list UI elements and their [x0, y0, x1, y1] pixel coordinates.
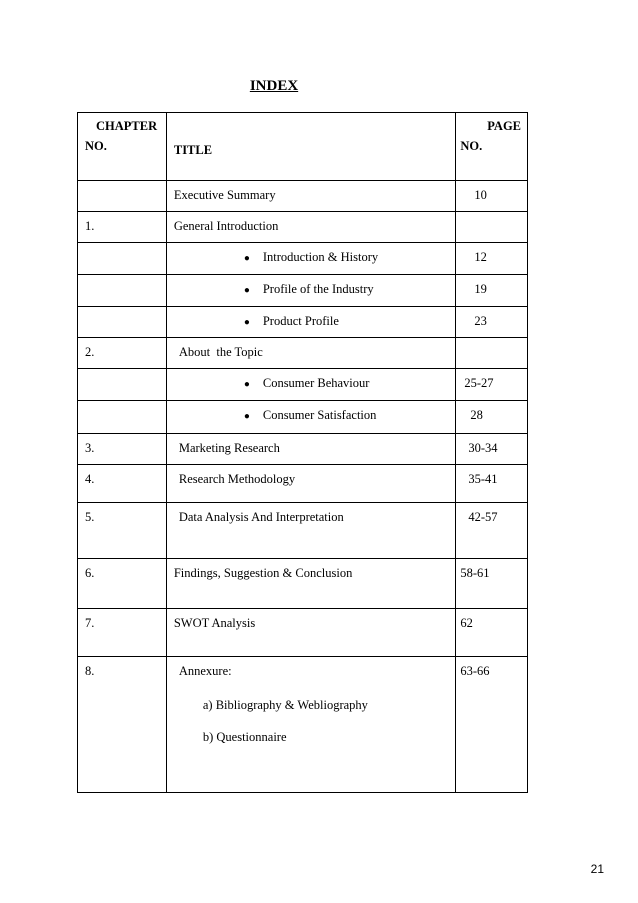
chapter-number: [78, 369, 166, 376]
chapter-cell: [78, 503, 167, 559]
page-number-range: 23: [474, 314, 487, 328]
section-item: [167, 657, 456, 679]
bullet-icon: ●: [243, 317, 250, 328]
chapter-cell: [78, 369, 167, 401]
title-cell: [166, 338, 456, 369]
chapter-cell: [78, 434, 167, 465]
header-title: [166, 113, 456, 181]
bulleted-item: [167, 401, 456, 423]
section-item: [167, 465, 456, 487]
chapter-cell: [78, 275, 167, 307]
page-number-range: 42-57: [468, 510, 498, 524]
page-cell: [456, 181, 528, 212]
header-chapter-line1: CHAPTER: [96, 119, 158, 133]
table-header-row: [78, 113, 528, 181]
section-item: [167, 434, 456, 456]
chapter-number: [78, 243, 166, 250]
bullet-icon: ●: [243, 379, 250, 390]
table-row: [78, 212, 528, 243]
title-cell: [166, 307, 456, 338]
bulleted-item: [167, 243, 456, 265]
page-cell: [456, 609, 528, 657]
title-cell: [166, 434, 456, 465]
page-number-range: 35-41: [468, 472, 498, 486]
row-title: SWOT Analysis: [173, 616, 256, 630]
chapter-cell: [78, 212, 167, 243]
chapter-cell: [78, 338, 167, 369]
section-item: [167, 212, 456, 234]
bulleted-item: [167, 275, 456, 297]
title-cell: [166, 609, 456, 657]
page-cell: [456, 559, 528, 609]
title-cell: [166, 369, 456, 401]
chapter-cell: [78, 609, 167, 657]
chapter-number: 1.: [85, 219, 95, 233]
bullet-icon: ●: [243, 253, 250, 264]
page-cell: [456, 434, 528, 465]
title-cell: [166, 212, 456, 243]
title-cell: [166, 181, 456, 212]
section-item: [167, 338, 456, 360]
page-cell: [456, 503, 528, 559]
row-title: Consumer Satisfaction: [262, 408, 377, 422]
chapter-number: 5.: [85, 510, 95, 524]
table-row: [78, 243, 528, 275]
page-title: INDEX: [249, 78, 299, 94]
row-title: Marketing Research: [178, 441, 280, 455]
page-cell: [456, 465, 528, 503]
chapter-number: 8.: [85, 664, 95, 678]
bullet-icon: ●: [243, 411, 250, 422]
index-table: [77, 112, 528, 793]
bullet-icon: ●: [243, 285, 250, 296]
table-row: [78, 657, 528, 793]
table-row: [78, 181, 528, 212]
row-title: About the Topic: [178, 345, 263, 359]
chapter-number: 4.: [85, 472, 95, 486]
table-row: [78, 275, 528, 307]
title-cell: [166, 275, 456, 307]
table-row: [78, 307, 528, 338]
row-title: Product Profile: [262, 314, 339, 328]
chapter-number: [78, 307, 166, 314]
chapter-cell: [78, 559, 167, 609]
row-title: Findings, Suggestion & Conclusion: [173, 566, 353, 580]
page-number-range: 28: [470, 408, 483, 422]
table-row: [78, 465, 528, 503]
header-page: [456, 113, 528, 181]
page-number-range: [456, 338, 527, 345]
page-cell: [456, 338, 528, 369]
chapter-cell: [78, 181, 167, 212]
page-number-range: 19: [474, 282, 487, 296]
page-cell: [456, 212, 528, 243]
page-number-range: 62: [460, 616, 473, 630]
chapter-cell: [78, 307, 167, 338]
row-title: Consumer Behaviour: [262, 376, 370, 390]
row-title: General Introduction: [173, 219, 279, 233]
header-chapter: [78, 113, 167, 181]
table-row: [78, 503, 528, 559]
bulleted-item: [167, 307, 456, 329]
page-number-range: 30-34: [468, 441, 498, 455]
table-body: [78, 181, 528, 793]
title-cell: [166, 559, 456, 609]
header-title-text: TITLE: [173, 143, 213, 157]
row-title: Research Methodology: [178, 472, 296, 486]
title-cell: [166, 465, 456, 503]
table-row: [78, 401, 528, 434]
table-row: [78, 338, 528, 369]
row-title: Executive Summary: [173, 188, 276, 202]
header-page-line1: PAGE: [487, 119, 521, 133]
row-title: Profile of the Industry: [262, 282, 374, 296]
section-item: [167, 503, 456, 525]
table-row: [78, 559, 528, 609]
table-row: [78, 369, 528, 401]
page-number-range: 58-61: [460, 566, 490, 580]
chapter-number: [78, 275, 166, 282]
chapter-number: 2.: [85, 345, 95, 359]
annexure-subitem: b) Questionnaire: [202, 730, 287, 744]
bulleted-item: [167, 369, 456, 391]
title-cell: [166, 401, 456, 434]
chapter-cell: [78, 657, 167, 793]
row-title: Introduction & History: [262, 250, 379, 264]
table-row: [78, 434, 528, 465]
page-cell: [456, 657, 528, 793]
chapter-number: 6.: [85, 566, 95, 580]
chapter-cell: [78, 465, 167, 503]
chapter-number: 7.: [85, 616, 95, 630]
page-cell: [456, 307, 528, 338]
page-cell: [456, 243, 528, 275]
chapter-number: [78, 181, 166, 188]
title-cell: [166, 657, 456, 793]
page-cell: [456, 369, 528, 401]
page-cell: [456, 401, 528, 434]
title-cell: [166, 503, 456, 559]
section-item: [167, 181, 456, 203]
page-number-range: [456, 212, 527, 219]
chapter-cell: [78, 243, 167, 275]
header-page-line2: NO.: [460, 139, 483, 153]
annexure-subitem: a) Bibliography & Webliography: [202, 698, 368, 712]
row-title: Annexure:: [178, 664, 232, 678]
header-chapter-line2: NO.: [85, 139, 107, 153]
chapter-cell: [78, 401, 167, 434]
page-number-range: 25-27: [464, 376, 494, 390]
row-title: Data Analysis And Interpretation: [178, 510, 344, 524]
page-number-range: 63-66: [460, 664, 490, 678]
chapter-number: 3.: [85, 441, 95, 455]
page-number: 21: [590, 862, 604, 876]
page-number-range: 10: [474, 188, 487, 202]
page-number-range: 12: [474, 250, 487, 264]
page-cell: [456, 275, 528, 307]
title-cell: [166, 243, 456, 275]
chapter-number: [78, 401, 166, 408]
section-item: [167, 609, 456, 631]
section-item: [167, 559, 456, 581]
table-row: [78, 609, 528, 657]
